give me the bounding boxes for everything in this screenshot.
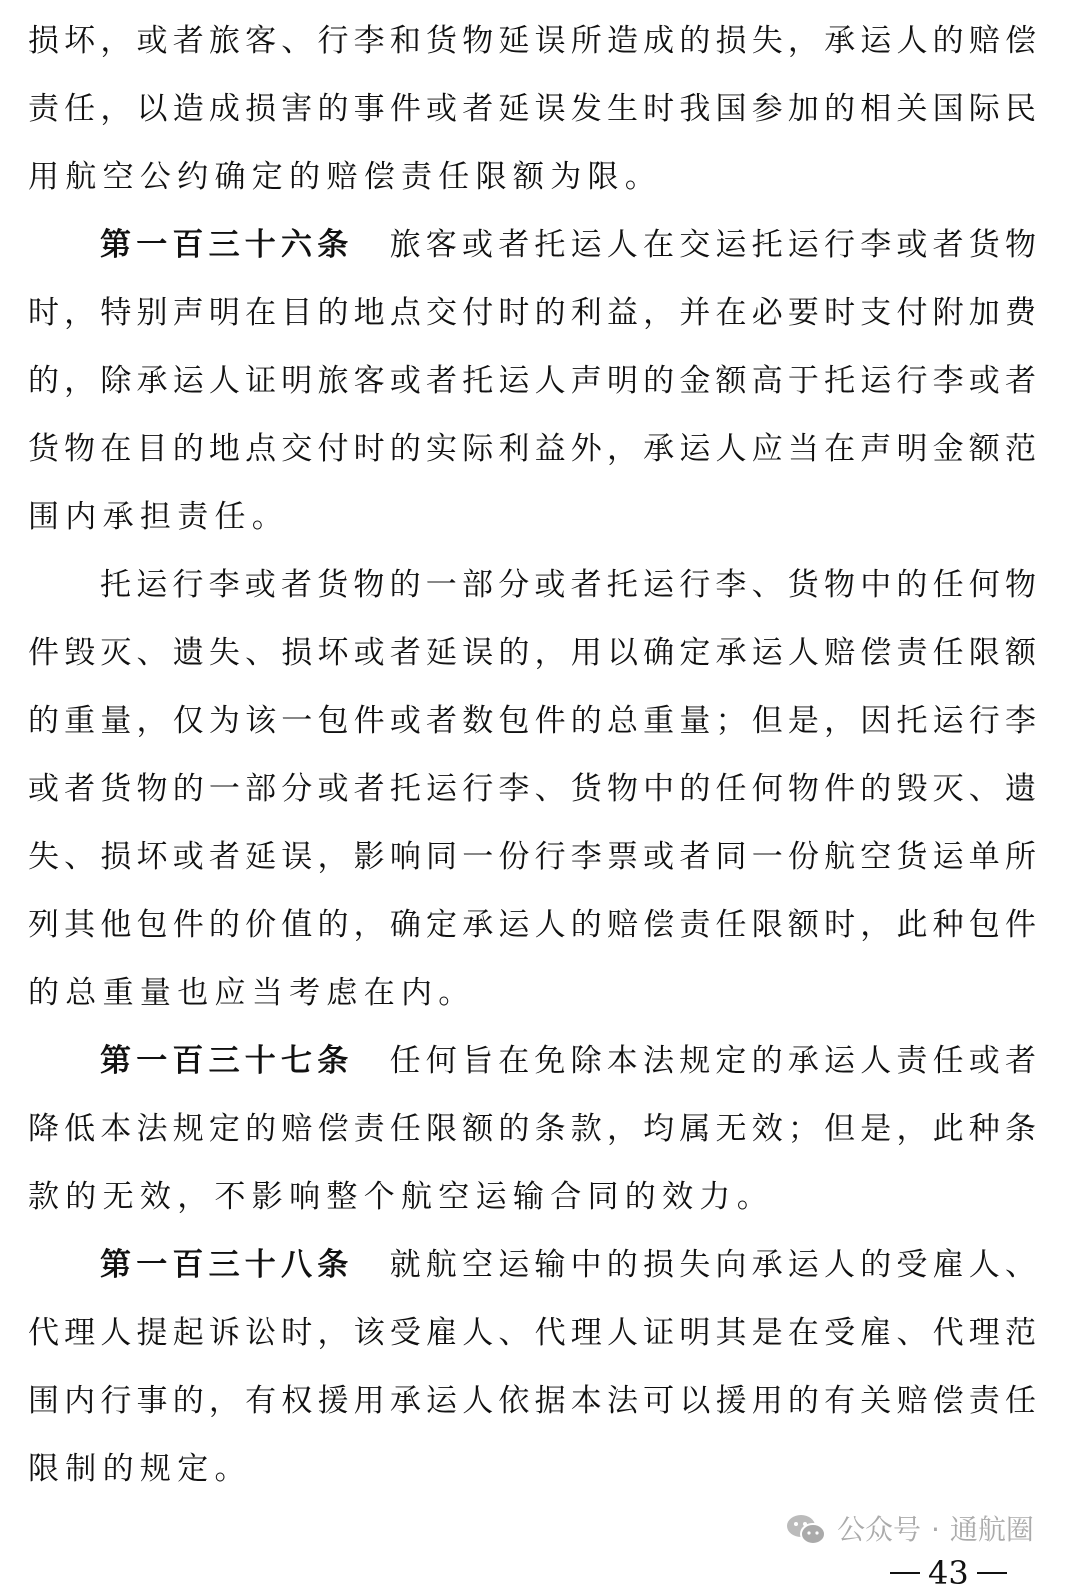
page-number <box>890 1554 1007 1592</box>
line-text: 时，特别声明在目的地点交付时的利益，并在必要时支付附加费 <box>28 295 1036 331</box>
line-text: 或者货物的一部分或者托运行李、货物中的任何物件的毁灭、遗 <box>28 771 1036 807</box>
text-line <box>28 966 1036 1034</box>
line-text: 的重量，仅为该一包件或者数包件的总重量；但是，因托运行李 <box>28 703 1036 739</box>
line-text: 降低本法规定的赔偿责任限额的条款，均属无效；但是，此种条 <box>28 1111 1036 1147</box>
text-line <box>28 1238 1036 1306</box>
text-line <box>28 1374 1036 1442</box>
line-text: 的，除承运人证明旅客或者托运人声明的金额高于托运行李或者 <box>28 363 1036 399</box>
document-body <box>28 14 1036 1510</box>
watermark-separator: · <box>931 1513 940 1546</box>
text-line <box>28 82 1036 150</box>
page-number-text: 43 <box>928 1554 969 1592</box>
text-line <box>28 286 1036 354</box>
watermark-account: 通航圈 <box>949 1513 1034 1546</box>
line-text: 任何旨在免除本法规定的承运人责任或者 <box>353 1043 1037 1079</box>
dash-right <box>977 1572 1007 1574</box>
text-line <box>28 490 1036 558</box>
line-text: 件毁灭、遗失、损坏或者延误的，用以确定承运人赔偿责任限额 <box>28 635 1036 671</box>
text-line <box>28 558 1036 626</box>
line-text: 旅客或者托运人在交运托运行李或者货物 <box>353 227 1037 263</box>
watermark <box>785 1512 1034 1548</box>
line-text: 失、损坏或者延误，影响同一份行李票或者同一份航空货运单所 <box>28 839 1036 875</box>
line-text: 代理人提起诉讼时，该受雇人、代理人证明其是在受雇、代理范 <box>28 1315 1036 1351</box>
text-line <box>28 626 1036 694</box>
article-heading: 第一百三十八条 <box>100 1247 354 1283</box>
line-text: 责任，以造成损害的事件或者延误发生时我国参加的相关国际民 <box>28 91 1036 127</box>
text-line <box>28 1170 1036 1238</box>
text-line <box>28 422 1036 490</box>
article-heading: 第一百三十七条 <box>100 1043 354 1079</box>
line-text: 围内行事的，有权援用承运人依据本法可以援用的有关赔偿责任 <box>28 1383 1036 1419</box>
watermark-label: 公众号 <box>837 1513 922 1546</box>
dash-left <box>890 1572 920 1574</box>
line-text: 围内承担责任。 <box>28 499 290 535</box>
text-line <box>28 898 1036 966</box>
wechat-icon <box>785 1513 827 1547</box>
text-line <box>28 1442 1036 1510</box>
line-text: 列其他包件的价值的，确定承运人的赔偿责任限额时，此种包件 <box>28 907 1036 943</box>
article-heading: 第一百三十六条 <box>100 227 354 263</box>
text-line <box>28 14 1036 82</box>
text-line <box>28 694 1036 762</box>
line-text: 的总重量也应当考虑在内。 <box>28 975 476 1011</box>
line-text: 就航空运输中的损失向承运人的受雇人、 <box>353 1247 1037 1283</box>
text-line <box>28 830 1036 898</box>
text-line <box>28 1306 1036 1374</box>
line-text: 限制的规定。 <box>28 1451 252 1487</box>
line-text: 损坏，或者旅客、行李和货物延误所造成的损失，承运人的赔偿 <box>28 23 1036 59</box>
text-line <box>28 354 1036 422</box>
line-text: 货物在目的地点交付时的实际利益外，承运人应当在声明金额范 <box>28 431 1036 467</box>
text-line <box>28 1034 1036 1102</box>
line-text: 用航空公约确定的赔偿责任限额为限。 <box>28 159 663 195</box>
line-text: 托运行李或者货物的一部分或者托运行李、货物中的任何物 <box>100 567 1036 603</box>
text-line <box>28 150 1036 218</box>
line-text: 款的无效，不影响整个航空运输合同的效力。 <box>28 1179 774 1215</box>
text-line <box>28 1102 1036 1170</box>
text-line <box>28 218 1036 286</box>
text-line <box>28 762 1036 830</box>
